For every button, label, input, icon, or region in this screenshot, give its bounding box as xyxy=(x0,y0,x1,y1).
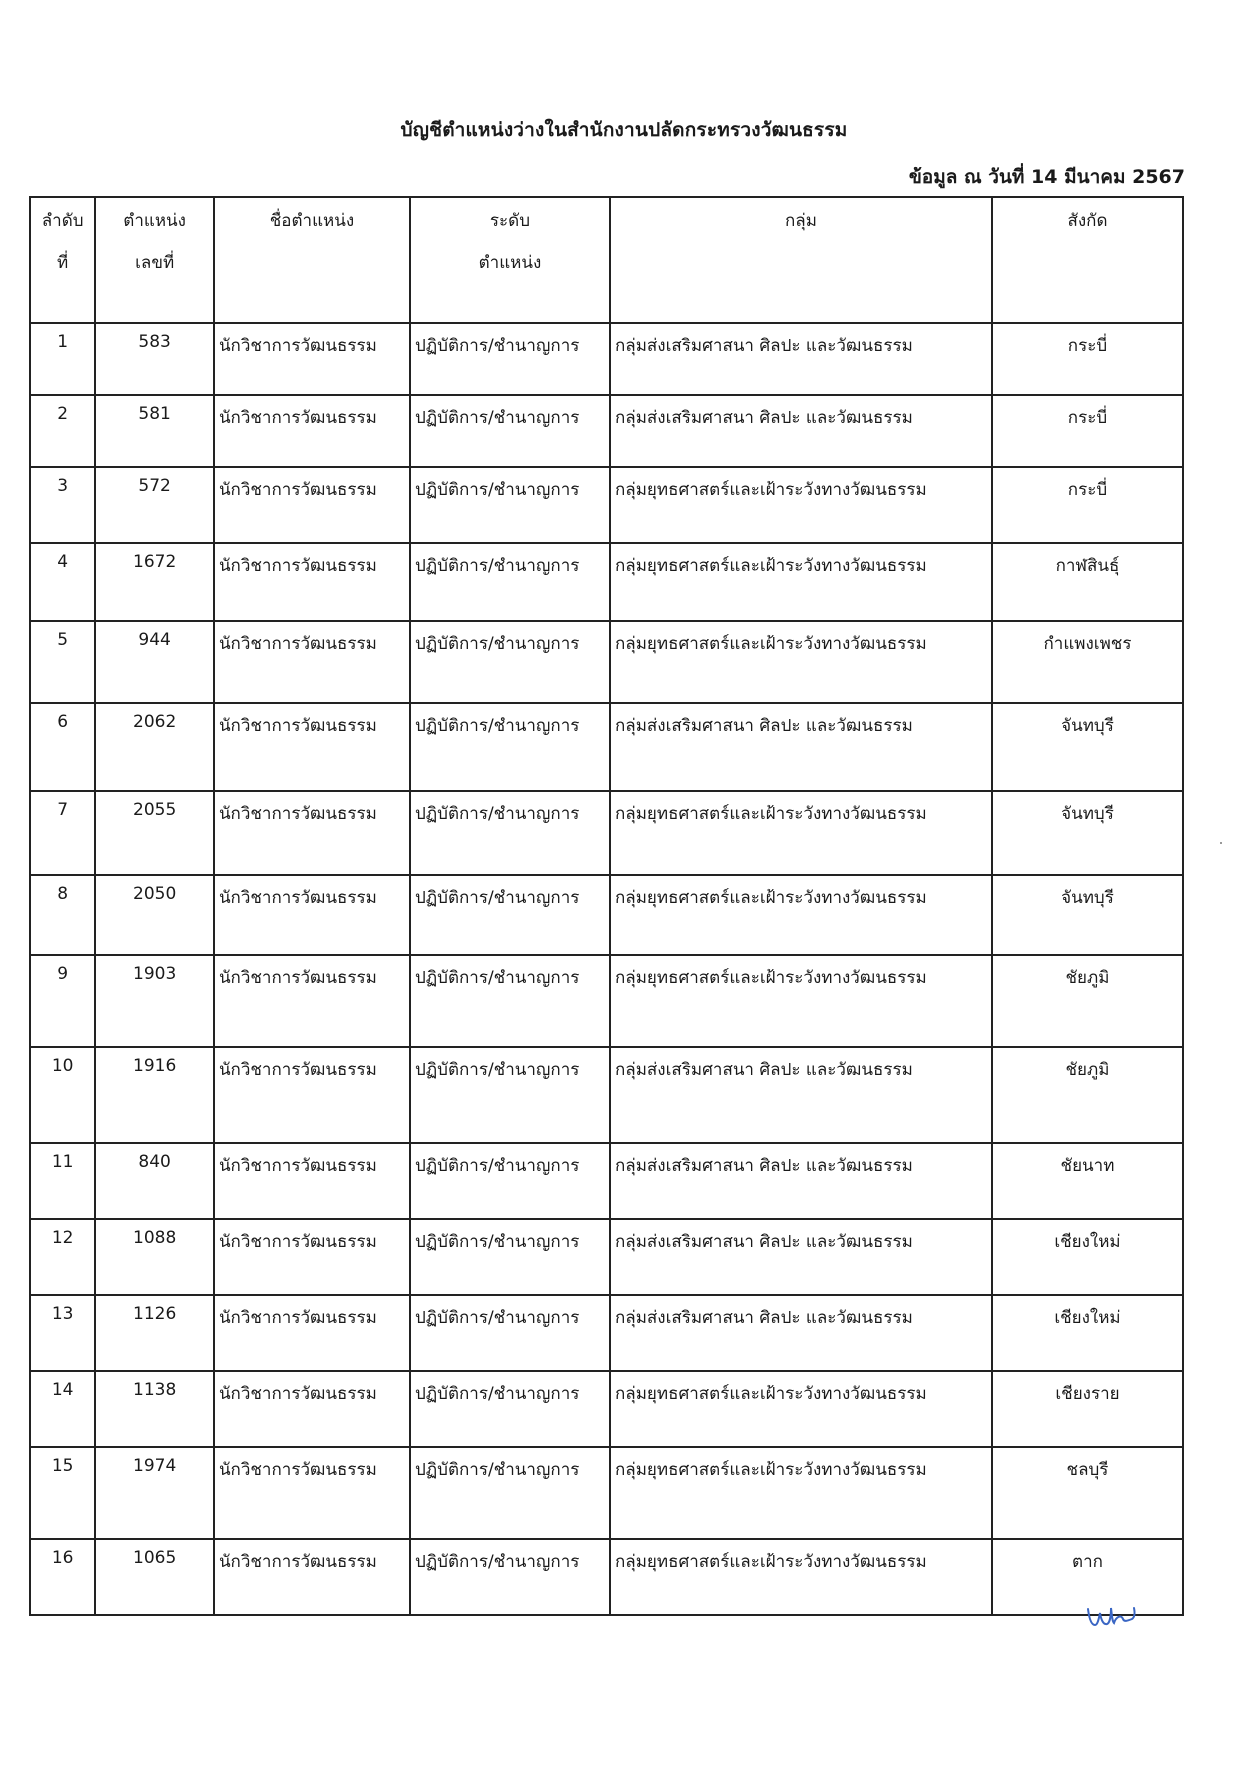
cell-group: กลุ่มยุทธศาสตร์และเฝ้าระวังทางวัฒนธรรม xyxy=(610,875,992,955)
signature-stroke xyxy=(1088,1608,1135,1625)
cell-level: ปฏิบัติการ/ชำนาญการ xyxy=(410,467,610,543)
cell-position-title: นักวิชาการวัฒนธรรม xyxy=(214,543,410,621)
cell-position-no: 1138 xyxy=(95,1371,214,1447)
cell-group: กลุ่มยุทธศาสตร์และเฝ้าระวังทางวัฒนธรรม xyxy=(610,1539,992,1615)
cell-order-no: 3 xyxy=(30,467,95,543)
table-row xyxy=(30,1539,1183,1615)
cell-order-no: 8 xyxy=(30,875,95,955)
cell-position-no: 2055 xyxy=(95,791,214,875)
cell-affiliation: กำแพงเพชร xyxy=(992,621,1183,703)
header-level-line2: ตำแหน่ง xyxy=(478,253,542,273)
cell-order-no: 10 xyxy=(30,1047,95,1143)
cell-affiliation: กระบี่ xyxy=(992,323,1183,395)
cell-affiliation: เชียงใหม่ xyxy=(992,1219,1183,1295)
cell-position-no: 1088 xyxy=(95,1219,214,1295)
cell-position-no: 583 xyxy=(95,323,214,395)
cell-group: กลุ่มยุทธศาสตร์และเฝ้าระวังทางวัฒนธรรม xyxy=(610,1447,992,1539)
cell-position-title: นักวิชาการวัฒนธรรม xyxy=(214,467,410,543)
cell-position-no: 1065 xyxy=(95,1539,214,1615)
cell-affiliation: เชียงราย xyxy=(992,1371,1183,1447)
cell-position-title: นักวิชาการวัฒนธรรม xyxy=(214,875,410,955)
header-level-line1: ระดับ xyxy=(489,211,531,231)
table-row xyxy=(30,467,1183,543)
header-order-no-line1: ลำดับ xyxy=(41,211,84,231)
header-level xyxy=(410,197,610,323)
cell-position-no: 1903 xyxy=(95,955,214,1047)
cell-level: ปฏิบัติการ/ชำนาญการ xyxy=(410,791,610,875)
cell-position-title: นักวิชาการวัฒนธรรม xyxy=(214,1219,410,1295)
cell-group: กลุ่มยุทธศาสตร์และเฝ้าระวังทางวัฒนธรรม xyxy=(610,955,992,1047)
cell-affiliation: กระบี่ xyxy=(992,395,1183,467)
cell-group: กลุ่มส่งเสริมศาสนา ศิลปะ และวัฒนธรรม xyxy=(610,1219,992,1295)
cell-group: กลุ่มส่งเสริมศาสนา ศิลปะ และวัฒนธรรม xyxy=(610,1295,992,1371)
data-date: ข้อมูล ณ วันที่ 14 มีนาคม 2567 xyxy=(908,166,1185,188)
table-row xyxy=(30,955,1183,1047)
cell-order-no: 16 xyxy=(30,1539,95,1615)
cell-affiliation: ตาก xyxy=(992,1539,1183,1615)
cell-order-no: 4 xyxy=(30,543,95,621)
cell-level: ปฏิบัติการ/ชำนาญการ xyxy=(410,1447,610,1539)
handwritten-initials xyxy=(1085,1603,1145,1633)
cell-level: ปฏิบัติการ/ชำนาญการ xyxy=(410,621,610,703)
table-row xyxy=(30,543,1183,621)
scan-speck xyxy=(1220,842,1222,844)
table-row xyxy=(30,791,1183,875)
table-row xyxy=(30,703,1183,791)
cell-level: ปฏิบัติการ/ชำนาญการ xyxy=(410,323,610,395)
cell-level: ปฏิบัติการ/ชำนาญการ xyxy=(410,703,610,791)
cell-group: กลุ่มส่งเสริมศาสนา ศิลปะ และวัฒนธรรม xyxy=(610,703,992,791)
cell-affiliation: กาฬสินธุ์ xyxy=(992,543,1183,621)
cell-affiliation: ชัยนาท xyxy=(992,1143,1183,1219)
cell-order-no: 13 xyxy=(30,1295,95,1371)
header-position-no-line2: เลขที่ xyxy=(135,253,175,273)
cell-position-title: นักวิชาการวัฒนธรรม xyxy=(214,703,410,791)
cell-order-no: 5 xyxy=(30,621,95,703)
cell-position-no: 581 xyxy=(95,395,214,467)
cell-position-no: 1126 xyxy=(95,1295,214,1371)
cell-order-no: 6 xyxy=(30,703,95,791)
cell-position-title: นักวิชาการวัฒนธรรม xyxy=(214,955,410,1047)
header-affiliation: สังกัด xyxy=(992,197,1183,323)
table-row xyxy=(30,1047,1183,1143)
cell-group: กลุ่มส่งเสริมศาสนา ศิลปะ และวัฒนธรรม xyxy=(610,395,992,467)
header-position-no xyxy=(95,197,214,323)
cell-position-no: 1974 xyxy=(95,1447,214,1539)
cell-level: ปฏิบัติการ/ชำนาญการ xyxy=(410,875,610,955)
cell-position-no: 572 xyxy=(95,467,214,543)
cell-position-title: นักวิชาการวัฒนธรรม xyxy=(214,791,410,875)
cell-order-no: 12 xyxy=(30,1219,95,1295)
table-row xyxy=(30,395,1183,467)
header-order-no xyxy=(30,197,95,323)
table-row xyxy=(30,621,1183,703)
cell-level: ปฏิบัติการ/ชำนาญการ xyxy=(410,1219,610,1295)
cell-affiliation: จันทบุรี xyxy=(992,791,1183,875)
cell-level: ปฏิบัติการ/ชำนาญการ xyxy=(410,1143,610,1219)
cell-position-no: 840 xyxy=(95,1143,214,1219)
cell-affiliation: ชลบุรี xyxy=(992,1447,1183,1539)
table-row xyxy=(30,875,1183,955)
cell-position-title: นักวิชาการวัฒนธรรม xyxy=(214,1295,410,1371)
cell-order-no: 2 xyxy=(30,395,95,467)
cell-order-no: 15 xyxy=(30,1447,95,1539)
cell-level: ปฏิบัติการ/ชำนาญการ xyxy=(410,395,610,467)
cell-group: กลุ่มยุทธศาสตร์และเฝ้าระวังทางวัฒนธรรม xyxy=(610,1371,992,1447)
document-title: บัญชีตำแหน่งว่างในสำนักงานปลัดกระทรวงวัฒนธรรม xyxy=(400,119,848,141)
header-order-no-line2: ที่ xyxy=(57,253,69,273)
cell-level: ปฏิบัติการ/ชำนาญการ xyxy=(410,1047,610,1143)
cell-level: ปฏิบัติการ/ชำนาญการ xyxy=(410,955,610,1047)
cell-affiliation: จันทบุรี xyxy=(992,875,1183,955)
cell-position-no: 2050 xyxy=(95,875,214,955)
cell-group: กลุ่มยุทธศาสตร์และเฝ้าระวังทางวัฒนธรรม xyxy=(610,791,992,875)
cell-position-no: 2062 xyxy=(95,703,214,791)
cell-position-title: นักวิชาการวัฒนธรรม xyxy=(214,1047,410,1143)
cell-position-title: นักวิชาการวัฒนธรรม xyxy=(214,323,410,395)
cell-affiliation: จันทบุรี xyxy=(992,703,1183,791)
cell-order-no: 9 xyxy=(30,955,95,1047)
cell-group: กลุ่มยุทธศาสตร์และเฝ้าระวังทางวัฒนธรรม xyxy=(610,621,992,703)
table-body xyxy=(30,323,1183,1615)
table-header-row xyxy=(30,197,1183,323)
cell-level: ปฏิบัติการ/ชำนาญการ xyxy=(410,1295,610,1371)
table-row xyxy=(30,1295,1183,1371)
cell-level: ปฏิบัติการ/ชำนาญการ xyxy=(410,543,610,621)
cell-position-title: นักวิชาการวัฒนธรรม xyxy=(214,395,410,467)
cell-level: ปฏิบัติการ/ชำนาญการ xyxy=(410,1539,610,1615)
cell-group: กลุ่มส่งเสริมศาสนา ศิลปะ และวัฒนธรรม xyxy=(610,1047,992,1143)
table-row xyxy=(30,323,1183,395)
cell-position-no: 1672 xyxy=(95,543,214,621)
table-row xyxy=(30,1371,1183,1447)
cell-affiliation: กระบี่ xyxy=(992,467,1183,543)
table-row xyxy=(30,1143,1183,1219)
cell-order-no: 1 xyxy=(30,323,95,395)
cell-order-no: 14 xyxy=(30,1371,95,1447)
cell-group: กลุ่มส่งเสริมศาสนา ศิลปะ และวัฒนธรรม xyxy=(610,323,992,395)
cell-position-no: 944 xyxy=(95,621,214,703)
cell-position-title: นักวิชาการวัฒนธรรม xyxy=(214,1143,410,1219)
cell-affiliation: ชัยภูมิ xyxy=(992,955,1183,1047)
header-position-no-line1: ตำแหน่ง xyxy=(123,211,186,231)
header-position-title: ชื่อตำแหน่ง xyxy=(214,197,410,323)
cell-group: กลุ่มยุทธศาสตร์และเฝ้าระวังทางวัฒนธรรม xyxy=(610,543,992,621)
header-group: กลุ่ม xyxy=(610,197,992,323)
cell-group: กลุ่มส่งเสริมศาสนา ศิลปะ และวัฒนธรรม xyxy=(610,1143,992,1219)
cell-group: กลุ่มยุทธศาสตร์และเฝ้าระวังทางวัฒนธรรม xyxy=(610,467,992,543)
cell-position-title: นักวิชาการวัฒนธรรม xyxy=(214,1447,410,1539)
cell-level: ปฏิบัติการ/ชำนาญการ xyxy=(410,1371,610,1447)
table-row xyxy=(30,1219,1183,1295)
cell-position-title: นักวิชาการวัฒนธรรม xyxy=(214,1371,410,1447)
cell-affiliation: ชัยภูมิ xyxy=(992,1047,1183,1143)
vacancy-table xyxy=(29,196,1184,1616)
cell-position-no: 1916 xyxy=(95,1047,214,1143)
table-row xyxy=(30,1447,1183,1539)
cell-order-no: 11 xyxy=(30,1143,95,1219)
cell-position-title: นักวิชาการวัฒนธรรม xyxy=(214,1539,410,1615)
cell-position-title: นักวิชาการวัฒนธรรม xyxy=(214,621,410,703)
cell-order-no: 7 xyxy=(30,791,95,875)
cell-affiliation: เชียงใหม่ xyxy=(992,1295,1183,1371)
